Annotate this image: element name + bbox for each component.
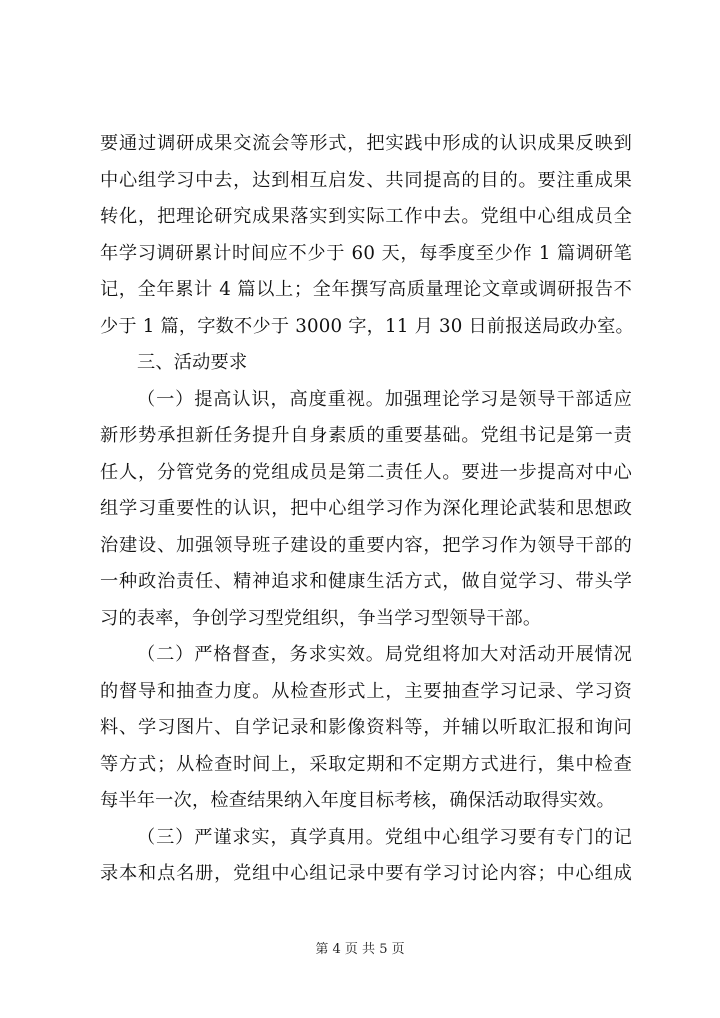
text-line: 录本和点名册，党组中心组记录中要有学习讨论内容；中心组成 — [100, 863, 632, 884]
text-line: （三）严谨求实，真学真用。党组中心组学习要有专门的记 — [137, 826, 632, 848]
text-line: 料、学习图片、自学记录和影像资料等，并辅以听取汇报和询问 — [100, 717, 632, 738]
paragraph-continuation — [100, 126, 632, 345]
document-body — [100, 126, 632, 893]
paragraph-requirement-1 — [100, 382, 632, 638]
text-line: 等方式；从检查时间上，采取定期和不定期方式进行，集中检查 — [100, 753, 632, 775]
text-line: 中心组学习中去，达到相互启发、共同提高的目的。要注重成果 — [100, 169, 632, 191]
text-line: 一种政治责任、精神追求和健康生活方式，做自觉学习、带头学 — [100, 571, 632, 592]
page-number: 第 4 页 共 5 页 — [315, 942, 405, 957]
heading-text: 三、活动要求 — [137, 352, 248, 373]
text-line: （一）提高认识，高度重视。加强理论学习是领导干部适应 — [137, 388, 632, 410]
text-line: 的督导和抽查力度。从检查形式上，主要抽查学习记录、学习资 — [100, 680, 632, 702]
text-line: 治建设、加强领导班子建设的重要内容，把学习作为领导干部的 — [100, 534, 632, 556]
text-line: 转化，把理论研究成果落实到实际工作中去。党组中心组成员全 — [100, 206, 632, 227]
paragraph-requirement-3 — [100, 820, 632, 893]
text-line: 少于 1 篇，字数不少于 3000 字，11 月 30 日前报送局政办室。 — [100, 315, 634, 337]
text-line: 要通过调研成果交流会等形式，把实践中形成的认识成果反映到 — [100, 133, 632, 154]
text-line: 任人，分管党务的党组成员是第二责任人。要进一步提高对中心 — [100, 461, 632, 483]
section-heading — [100, 345, 632, 382]
page-footer — [0, 938, 720, 957]
text-line: 新形势承担新任务提升自身素质的重要基础。党组书记是第一责 — [100, 425, 632, 446]
text-line: （二）严格督查，务求实效。局党组将加大对活动开展情况 — [137, 644, 632, 665]
paragraph-requirement-2 — [100, 637, 632, 820]
text-line: 年学习调研累计时间应不少于 60 天，每季度至少作 1 篇调研笔 — [100, 242, 632, 264]
text-line: 组学习重要性的认识，把中心组学习作为深化理论武装和思想政 — [100, 498, 632, 519]
text-line: 习的表率，争创学习型党组织，争当学习型领导干部。 — [100, 607, 542, 629]
text-line: 记，全年累计 4 篇以上；全年撰写高质量理论文章或调研报告不 — [100, 279, 632, 300]
text-line: 每半年一次，检查结果纳入年度目标考核，确保活动取得实效。 — [100, 790, 615, 811]
